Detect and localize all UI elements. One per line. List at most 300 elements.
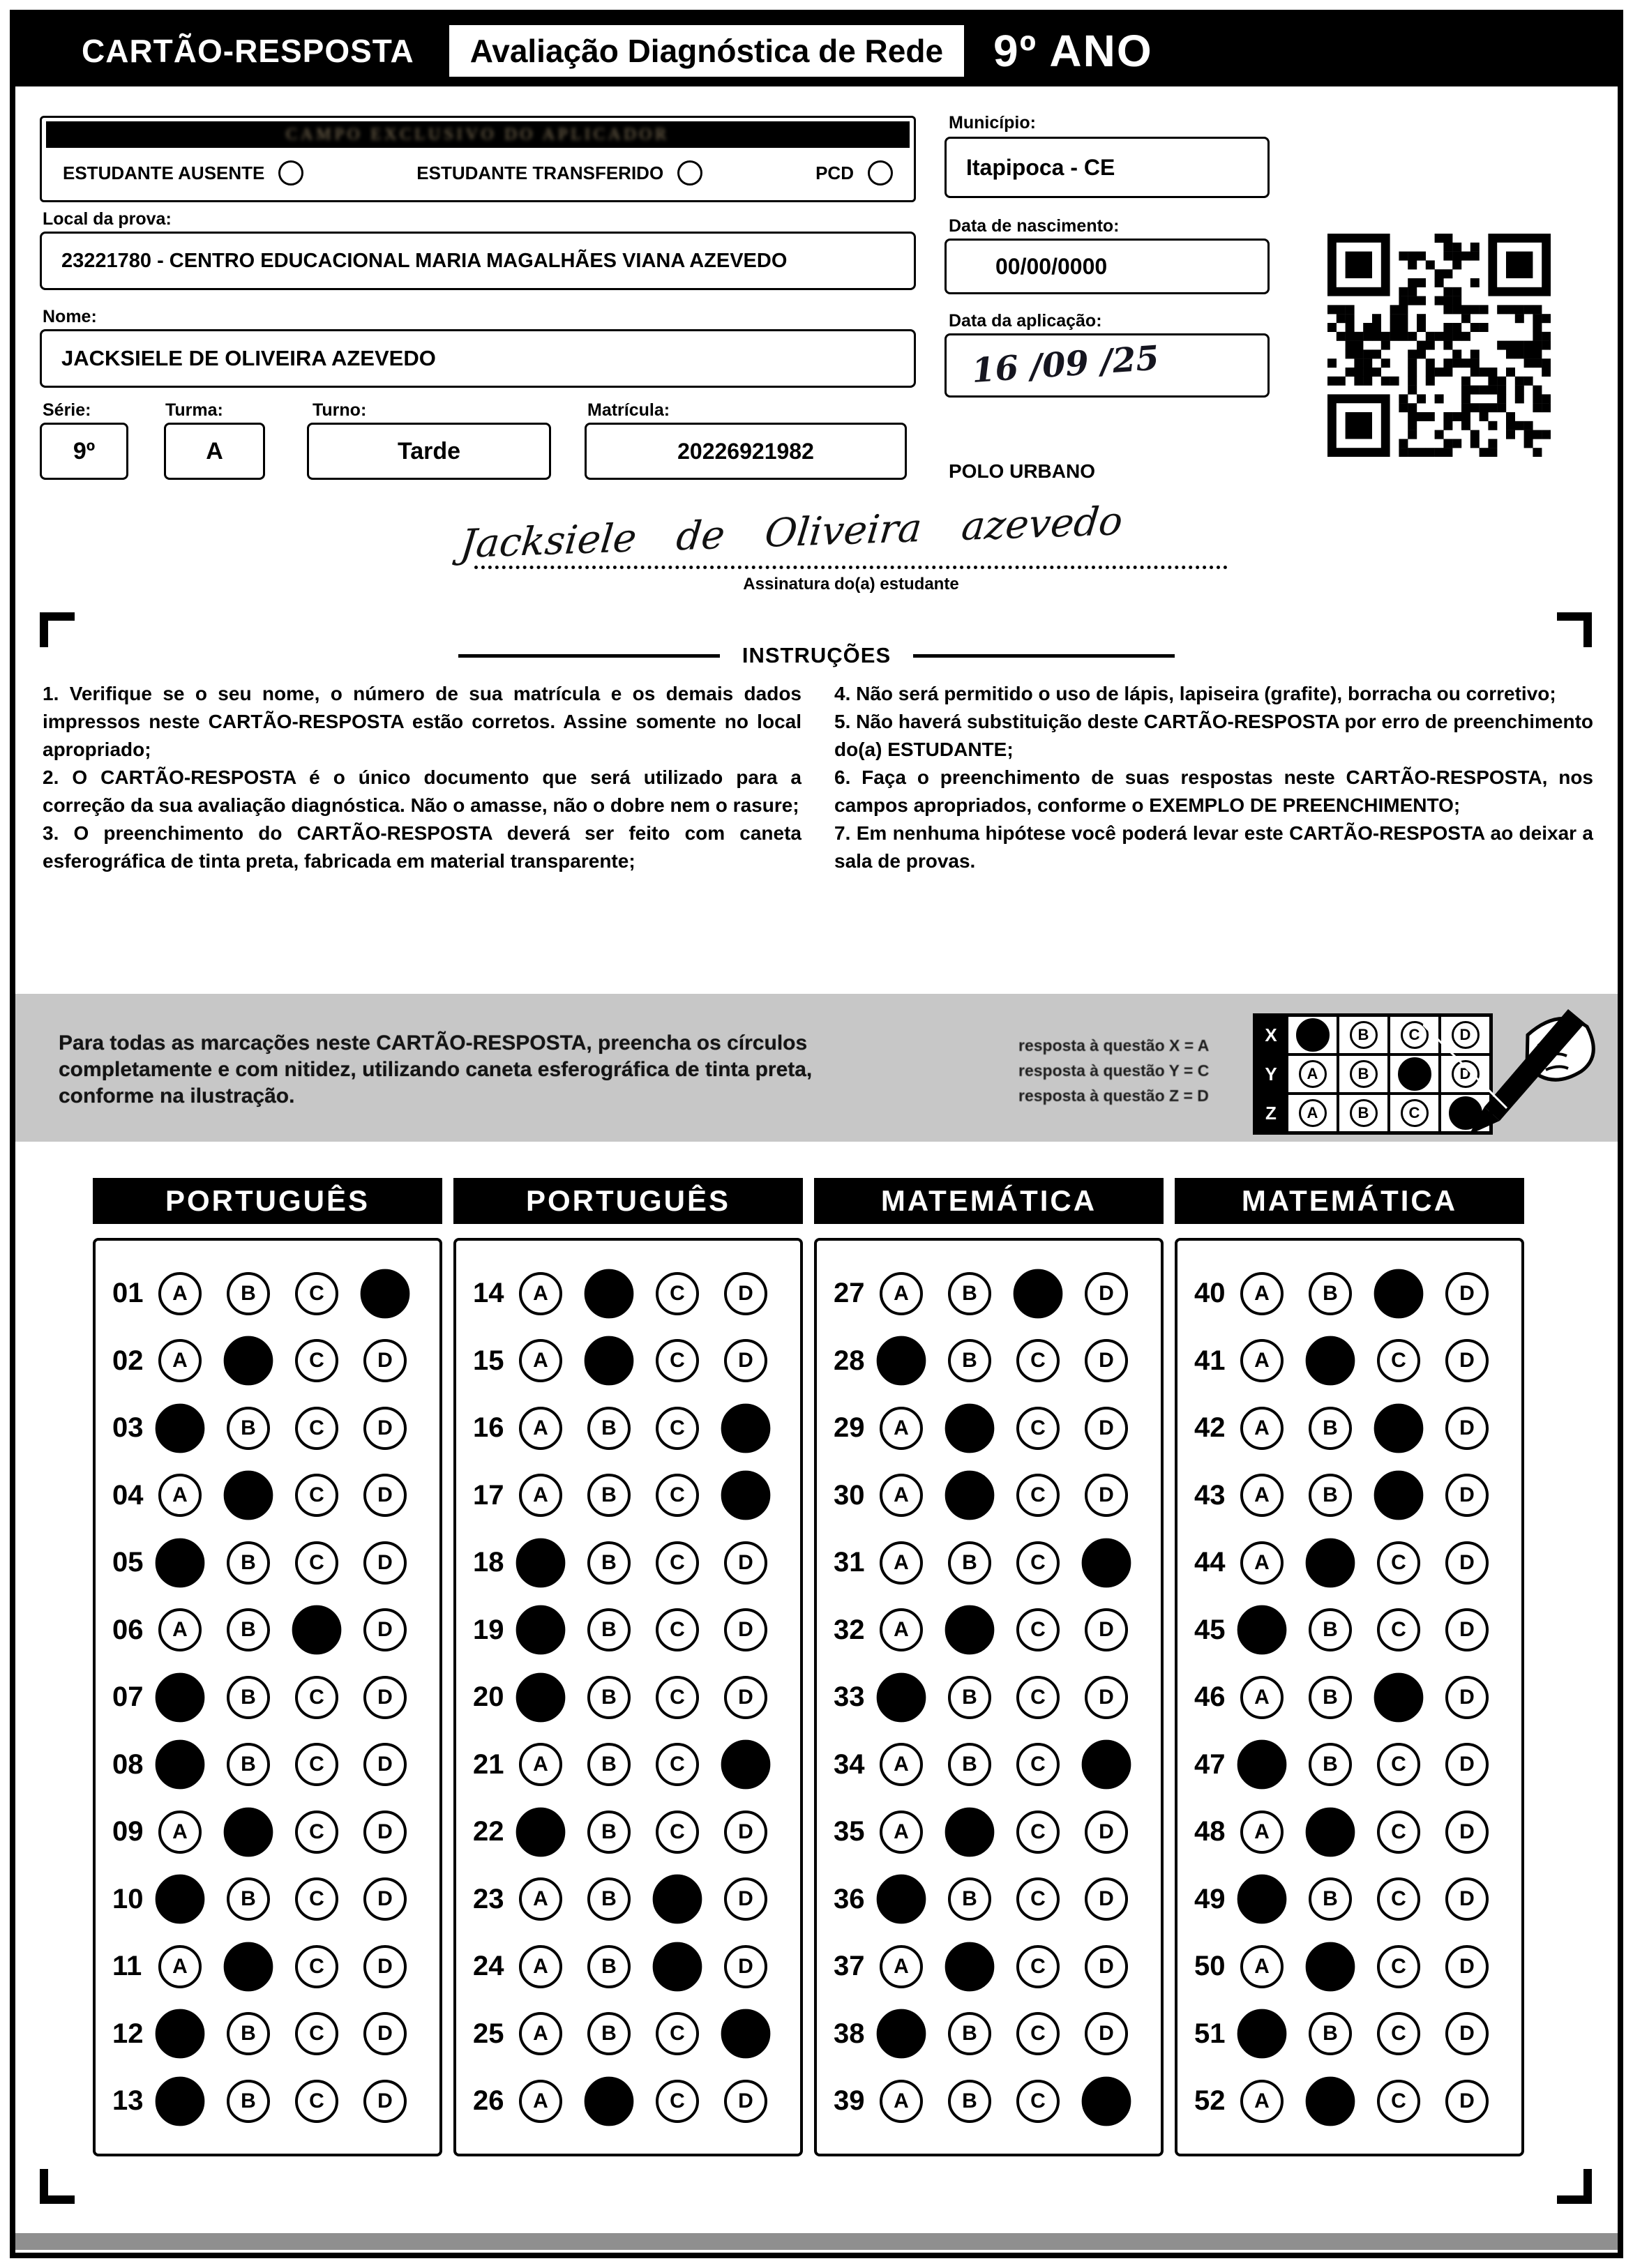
bubble-c[interactable]: C bbox=[1016, 1810, 1060, 1854]
example-bubble-a bbox=[1287, 1015, 1338, 1054]
bubble-b-filled[interactable] bbox=[1306, 1807, 1355, 1857]
answer-column bbox=[814, 1178, 1164, 2156]
bubble-b[interactable]: B bbox=[948, 1676, 991, 1719]
estudante-ausente-circle[interactable] bbox=[278, 160, 303, 186]
question-row bbox=[834, 2012, 1161, 2055]
bubble-b[interactable]: B bbox=[1309, 1743, 1352, 1786]
bubble-a[interactable]: A bbox=[519, 1945, 562, 1988]
bubble-a[interactable]: A bbox=[1240, 1407, 1284, 1450]
bubble-b-filled[interactable] bbox=[945, 1807, 995, 1857]
municipio-field bbox=[945, 137, 1270, 198]
question-number: 25 bbox=[473, 2018, 504, 2049]
bubble-a-filled[interactable] bbox=[516, 1538, 566, 1587]
question-row bbox=[112, 1339, 439, 1382]
bubble-d[interactable]: D bbox=[1445, 1676, 1489, 1719]
question-number: 19 bbox=[473, 1614, 504, 1645]
bubble-d-filled[interactable] bbox=[721, 2009, 771, 2059]
question-number: 07 bbox=[112, 1681, 144, 1712]
bubble-d[interactable]: D bbox=[1085, 1676, 1128, 1719]
bubble-c-filled[interactable] bbox=[1374, 1269, 1424, 1318]
bubble-d[interactable]: D bbox=[1445, 1877, 1489, 1921]
bubble-a[interactable]: A bbox=[1240, 1945, 1284, 1988]
bubble-d[interactable]: D bbox=[363, 1608, 407, 1651]
bubble-b[interactable]: B bbox=[1309, 1272, 1352, 1315]
example-row-label: Y bbox=[1255, 1054, 1287, 1094]
bubble-c[interactable]: C bbox=[295, 1272, 338, 1315]
question-row bbox=[1194, 1272, 1521, 1315]
bubble-d-filled[interactable] bbox=[1082, 1740, 1131, 1790]
question-row bbox=[1194, 1877, 1521, 1921]
bubble-a[interactable]: A bbox=[519, 1474, 562, 1517]
bubble-a-filled[interactable] bbox=[516, 1605, 566, 1655]
question-row bbox=[473, 1945, 800, 1988]
bubble-d[interactable]: D bbox=[724, 1339, 767, 1382]
bubble-b-filled[interactable] bbox=[224, 1807, 273, 1857]
bubble-a[interactable]: A bbox=[519, 1743, 562, 1786]
legend-line-z: resposta à questão Z = D bbox=[1018, 1087, 1209, 1105]
bubble-b[interactable]: B bbox=[227, 1407, 270, 1450]
bubble-d[interactable]: D bbox=[1085, 1945, 1128, 1988]
bubble-d[interactable]: D bbox=[1085, 1877, 1128, 1921]
bubble-c-filled[interactable] bbox=[1374, 1672, 1424, 1722]
bubble-d[interactable]: D bbox=[1445, 1608, 1489, 1651]
bubble-d[interactable]: D bbox=[363, 1945, 407, 1988]
bubble-c[interactable]: C bbox=[295, 1541, 338, 1585]
bubble-b[interactable]: B bbox=[948, 2012, 991, 2055]
bubble-d[interactable]: D bbox=[363, 1743, 407, 1786]
bubble-b-filled[interactable] bbox=[585, 1269, 634, 1318]
nome-value: JACKSIELE DE OLIVEIRA AZEVEDO bbox=[61, 346, 436, 370]
question-number: 35 bbox=[834, 1816, 865, 1847]
bubble-b[interactable]: B bbox=[227, 1541, 270, 1585]
bubble-d-filled[interactable] bbox=[721, 1403, 771, 1453]
bubble-c[interactable]: C bbox=[656, 1272, 699, 1315]
bubble-d[interactable]: D bbox=[363, 2012, 407, 2055]
bubble-a[interactable]: A bbox=[1240, 1339, 1284, 1382]
question-row bbox=[1194, 1676, 1521, 1719]
bubble-b[interactable]: B bbox=[227, 1676, 270, 1719]
bubble-c[interactable]: C bbox=[1377, 1339, 1420, 1382]
bubble-c[interactable]: C bbox=[1377, 1743, 1420, 1786]
bubble-c[interactable]: C bbox=[1377, 2080, 1420, 2123]
question-row bbox=[112, 2080, 439, 2123]
bubble-b[interactable]: B bbox=[1309, 1407, 1352, 1450]
bubble-b-filled[interactable] bbox=[224, 1942, 273, 1991]
bubble-c[interactable]: C bbox=[656, 1676, 699, 1719]
bubble-c[interactable]: C bbox=[656, 1474, 699, 1517]
bubble-b[interactable]: B bbox=[587, 1541, 631, 1585]
bubble-d[interactable]: D bbox=[363, 2080, 407, 2123]
bubble-b[interactable]: B bbox=[587, 1810, 631, 1854]
bubble-d[interactable]: D bbox=[1085, 1810, 1128, 1854]
bubble-d[interactable]: D bbox=[1445, 2012, 1489, 2055]
bubble-a-filled[interactable] bbox=[1237, 1605, 1287, 1655]
bubble-b-filled[interactable] bbox=[945, 1403, 995, 1453]
answer-column-box bbox=[1175, 1238, 1524, 2156]
bubble-b-filled[interactable] bbox=[585, 1336, 634, 1386]
bubble-b[interactable]: B bbox=[587, 2012, 631, 2055]
bubble-a[interactable]: A bbox=[880, 1474, 923, 1517]
bubble-a-filled[interactable] bbox=[156, 1538, 205, 1587]
bubble-c[interactable]: C bbox=[1016, 2012, 1060, 2055]
bubble-b[interactable]: B bbox=[1309, 1676, 1352, 1719]
example-bubble-a: A bbox=[1287, 1054, 1338, 1094]
question-number: 09 bbox=[112, 1816, 144, 1847]
bubble-b[interactable]: B bbox=[587, 1743, 631, 1786]
instruction-item-6: 6. Faça o preenchimento de suas respostas neste CARTÃO-RESPOSTA, nos campos apropriados, conforme o EXEMPLO DE PREENCHIMENTO; bbox=[834, 766, 1593, 816]
question-number: 02 bbox=[112, 1345, 144, 1376]
estudante-transferido-circle[interactable] bbox=[677, 160, 702, 186]
bubble-d[interactable]: D bbox=[363, 1810, 407, 1854]
bubble-b-filled[interactable] bbox=[224, 1336, 273, 1386]
pcd-circle[interactable] bbox=[868, 160, 893, 186]
bubble-d[interactable]: D bbox=[1085, 1272, 1128, 1315]
question-number: 30 bbox=[834, 1479, 865, 1511]
bubble-b[interactable]: B bbox=[1309, 2012, 1352, 2055]
bubble-b[interactable]: B bbox=[1309, 1877, 1352, 1921]
serie-field bbox=[40, 423, 128, 480]
bubble-a-filled[interactable] bbox=[877, 1672, 926, 1722]
bubble-c[interactable]: C bbox=[656, 1541, 699, 1585]
bubble-a[interactable]: A bbox=[519, 1272, 562, 1315]
bubble-b[interactable]: B bbox=[227, 1877, 270, 1921]
bubble-c[interactable]: C bbox=[295, 1945, 338, 1988]
bubble-c[interactable]: C bbox=[1377, 1541, 1420, 1585]
bubble-d-filled[interactable] bbox=[721, 1471, 771, 1520]
bubble-d[interactable]: D bbox=[724, 1541, 767, 1585]
answer-column bbox=[93, 1178, 442, 2156]
bubble-b[interactable]: B bbox=[587, 1945, 631, 1988]
example-bubble-b: B bbox=[1338, 1054, 1389, 1094]
local-value: 23221780 - CENTRO EDUCACIONAL MARIA MAGALHÃES VIANA AZEVEDO bbox=[61, 249, 788, 272]
bubble-d[interactable]: D bbox=[363, 1407, 407, 1450]
bubble-a[interactable]: A bbox=[158, 1339, 202, 1382]
answer-column bbox=[453, 1178, 803, 2156]
bubble-b[interactable]: B bbox=[1309, 1608, 1352, 1651]
bubble-b[interactable]: B bbox=[227, 1743, 270, 1786]
fill-example-band bbox=[15, 994, 1618, 1142]
question-row bbox=[473, 1474, 800, 1517]
bubble-d[interactable]: D bbox=[1445, 1407, 1489, 1450]
bubble-b[interactable]: B bbox=[948, 1541, 991, 1585]
question-number: 33 bbox=[834, 1681, 865, 1712]
bubble-b-filled[interactable] bbox=[224, 1471, 273, 1520]
bubble-b[interactable]: B bbox=[587, 1474, 631, 1517]
bubble-c[interactable]: C bbox=[1016, 1474, 1060, 1517]
bubble-a[interactable]: A bbox=[519, 1877, 562, 1921]
bubble-b-filled[interactable] bbox=[945, 1942, 995, 1991]
bubble-d[interactable]: D bbox=[724, 1945, 767, 1988]
question-number: 50 bbox=[1194, 1951, 1226, 1981]
question-row bbox=[834, 1810, 1161, 1854]
turma-value: A bbox=[206, 437, 223, 464]
bubble-a-filled[interactable] bbox=[1237, 1740, 1287, 1790]
question-row bbox=[112, 1743, 439, 1786]
bubble-a-filled[interactable] bbox=[877, 1336, 926, 1386]
bubble-a[interactable]: A bbox=[1240, 1474, 1284, 1517]
bubble-a-filled[interactable] bbox=[516, 1672, 566, 1722]
bubble-d[interactable]: D bbox=[1085, 2012, 1128, 2055]
bubble-b[interactable]: B bbox=[948, 2080, 991, 2123]
bubble-b-filled[interactable] bbox=[1306, 1538, 1355, 1587]
question-number: 48 bbox=[1194, 1816, 1226, 1847]
bubble-c[interactable]: C bbox=[295, 1339, 338, 1382]
sheet-title: CARTÃO-RESPOSTA bbox=[82, 33, 414, 69]
bubble-d[interactable]: D bbox=[363, 1474, 407, 1517]
bubble-a-filled[interactable] bbox=[156, 2009, 205, 2059]
question-row bbox=[834, 1474, 1161, 1517]
bubble-d[interactable]: D bbox=[1085, 1608, 1128, 1651]
bubble-c-filled[interactable] bbox=[1014, 1269, 1063, 1318]
bubble-a-filled[interactable] bbox=[516, 1807, 566, 1857]
bubble-a-filled[interactable] bbox=[156, 1672, 205, 1722]
bubble-c[interactable]: C bbox=[656, 1743, 699, 1786]
bubble-c[interactable]: C bbox=[295, 2080, 338, 2123]
bubble-a-filled[interactable] bbox=[877, 1875, 926, 1924]
bubble-d-filled[interactable] bbox=[721, 1740, 771, 1790]
bubble-b-filled[interactable] bbox=[945, 1605, 995, 1655]
question-row bbox=[834, 1877, 1161, 1921]
question-row bbox=[473, 1676, 800, 1719]
bubble-a[interactable]: A bbox=[519, 1407, 562, 1450]
answer-column-box bbox=[453, 1238, 803, 2156]
bubble-c[interactable]: C bbox=[1377, 1810, 1420, 1854]
question-number: 12 bbox=[112, 2018, 144, 2049]
bubble-b[interactable]: B bbox=[948, 1339, 991, 1382]
bubble-c[interactable]: C bbox=[656, 1339, 699, 1382]
bubble-d[interactable]: D bbox=[1085, 1407, 1128, 1450]
bubble-c-filled[interactable] bbox=[292, 1605, 342, 1655]
question-row bbox=[473, 1541, 800, 1585]
bubble-c[interactable]: C bbox=[656, 1608, 699, 1651]
bubble-a[interactable]: A bbox=[158, 1810, 202, 1854]
bubble-a-filled[interactable] bbox=[156, 1875, 205, 1924]
question-number: 20 bbox=[473, 1681, 504, 1712]
bubble-c[interactable]: C bbox=[1377, 1877, 1420, 1921]
question-number: 40 bbox=[1194, 1278, 1226, 1308]
bubble-d[interactable]: D bbox=[363, 1339, 407, 1382]
bubble-c-filled[interactable] bbox=[653, 1942, 702, 1991]
bubble-d[interactable]: D bbox=[724, 1676, 767, 1719]
fill-instruction-text: Para todas as marcações neste CARTÃO-RESPOSTA, preencha os círculos completamente e com nitidez, utilizando caneta esferográfica de tinta preta, conforme na ilustração. bbox=[59, 1031, 813, 1107]
bubble-c[interactable]: C bbox=[1016, 2080, 1060, 2123]
bubble-c[interactable]: C bbox=[1016, 1676, 1060, 1719]
question-number: 01 bbox=[112, 1278, 144, 1308]
bubble-b[interactable]: B bbox=[587, 1676, 631, 1719]
bubble-c[interactable]: C bbox=[656, 2080, 699, 2123]
bubble-c[interactable]: C bbox=[295, 1407, 338, 1450]
bubble-a-filled[interactable] bbox=[156, 1740, 205, 1790]
bubble-a-filled[interactable] bbox=[1237, 1875, 1287, 1924]
aplicacao-value: 16 /09 /25 bbox=[970, 338, 1161, 391]
instructions-heading bbox=[0, 643, 1633, 668]
bubble-d[interactable]: D bbox=[1445, 2080, 1489, 2123]
bubble-c[interactable]: C bbox=[1016, 1407, 1060, 1450]
instruction-item-7: 7. Em nenhuma hipótese você poderá levar este CARTÃO-RESPOSTA ao deixar a sala de provas. bbox=[834, 822, 1593, 872]
question-number: 11 bbox=[112, 1951, 142, 1981]
bubble-a[interactable]: A bbox=[880, 1608, 923, 1651]
bubble-c[interactable]: C bbox=[295, 1474, 338, 1517]
bubble-d[interactable]: D bbox=[1445, 1541, 1489, 1585]
instructions-right-column bbox=[834, 680, 1593, 875]
bubble-a[interactable]: A bbox=[519, 2012, 562, 2055]
bubble-a[interactable]: A bbox=[158, 1945, 202, 1988]
bubble-c[interactable]: C bbox=[1016, 1339, 1060, 1382]
bubble-a[interactable]: A bbox=[880, 1541, 923, 1585]
bubble-c[interactable]: C bbox=[656, 1407, 699, 1450]
bubble-d[interactable]: D bbox=[1085, 1339, 1128, 1382]
bubble-c-filled[interactable] bbox=[1374, 1471, 1424, 1520]
question-row bbox=[112, 1272, 439, 1315]
nascimento-field bbox=[945, 239, 1270, 294]
bubble-d[interactable]: D bbox=[724, 1877, 767, 1921]
turno-value: Tarde bbox=[397, 437, 461, 464]
question-row bbox=[1194, 1407, 1521, 1450]
question-row bbox=[112, 1676, 439, 1719]
question-row bbox=[834, 1676, 1161, 1719]
question-number: 46 bbox=[1194, 1681, 1226, 1712]
bubble-c[interactable]: C bbox=[1016, 1743, 1060, 1786]
bubble-d[interactable]: D bbox=[363, 1676, 407, 1719]
bubble-a[interactable]: A bbox=[880, 1810, 923, 1854]
bubble-c-filled[interactable] bbox=[653, 1875, 702, 1924]
bubble-b[interactable]: B bbox=[948, 1743, 991, 1786]
bubble-d[interactable]: D bbox=[1445, 1474, 1489, 1517]
bottom-gray-strip bbox=[15, 2233, 1618, 2250]
bubble-a[interactable]: A bbox=[880, 1743, 923, 1786]
bubble-a[interactable]: A bbox=[880, 2080, 923, 2123]
answer-column-title: PORTUGUÊS bbox=[453, 1178, 803, 1224]
nascimento-label: Data de nascimento: bbox=[949, 216, 1120, 236]
question-row bbox=[112, 2012, 439, 2055]
example-row-label: Z bbox=[1255, 1094, 1287, 1133]
signature-line[interactable] bbox=[474, 537, 1228, 569]
bubble-a[interactable]: A bbox=[1240, 1272, 1284, 1315]
bubble-c[interactable]: C bbox=[295, 1810, 338, 1854]
bubble-a[interactable]: A bbox=[1240, 2080, 1284, 2123]
question-row bbox=[1194, 1339, 1521, 1382]
bubble-d[interactable]: D bbox=[1445, 1810, 1489, 1854]
bubble-d[interactable]: D bbox=[1445, 1272, 1489, 1315]
bubble-a[interactable]: A bbox=[1240, 1810, 1284, 1854]
bubble-a-filled[interactable] bbox=[156, 2076, 205, 2126]
bubble-c[interactable]: C bbox=[1377, 2012, 1420, 2055]
question-row bbox=[473, 1272, 800, 1315]
bubble-d[interactable]: D bbox=[363, 1541, 407, 1585]
bubble-d-filled[interactable] bbox=[361, 1269, 410, 1318]
bubble-d-filled[interactable] bbox=[1082, 1538, 1131, 1587]
bubble-a-filled[interactable] bbox=[877, 2009, 926, 2059]
bubble-c[interactable]: C bbox=[1016, 1608, 1060, 1651]
bubble-b[interactable]: B bbox=[587, 1877, 631, 1921]
question-number: 39 bbox=[834, 2085, 865, 2116]
bubble-b[interactable]: B bbox=[587, 1608, 631, 1651]
bubble-b[interactable]: B bbox=[227, 2012, 270, 2055]
question-number: 49 bbox=[1194, 1883, 1226, 1914]
bubble-d[interactable]: D bbox=[724, 1608, 767, 1651]
bubble-d[interactable]: D bbox=[724, 1810, 767, 1854]
question-row bbox=[834, 1608, 1161, 1651]
bubble-d-filled[interactable] bbox=[1082, 2076, 1131, 2126]
bubble-c[interactable]: C bbox=[1016, 1541, 1060, 1585]
bubble-a[interactable]: A bbox=[158, 1474, 202, 1517]
bubble-b-filled[interactable] bbox=[1306, 1942, 1355, 1991]
bubble-c[interactable]: C bbox=[1377, 1945, 1420, 1988]
bubble-d[interactable]: D bbox=[1085, 1474, 1128, 1517]
question-row bbox=[473, 2080, 800, 2123]
bubble-a[interactable]: A bbox=[519, 2080, 562, 2123]
bubble-a[interactable]: A bbox=[519, 1339, 562, 1382]
bubble-b[interactable]: B bbox=[1309, 1474, 1352, 1517]
bubble-a[interactable]: A bbox=[880, 1945, 923, 1988]
instruction-item-1: 1. Verifique se o seu nome, o número de sua matrícula e os demais dados impressos neste CARTÃO-RESPOSTA estão corretos. Assine somente no local apropriado; bbox=[43, 683, 802, 760]
question-row bbox=[473, 1743, 800, 1786]
question-row bbox=[1194, 1945, 1521, 1988]
bubble-a[interactable]: A bbox=[880, 1272, 923, 1315]
question-row bbox=[473, 2012, 800, 2055]
bubble-b[interactable]: B bbox=[227, 1272, 270, 1315]
bubble-d[interactable]: D bbox=[1445, 1743, 1489, 1786]
question-row bbox=[834, 1945, 1161, 1988]
question-number: 42 bbox=[1194, 1412, 1226, 1443]
bubble-b-filled[interactable] bbox=[1306, 1336, 1355, 1386]
bubble-d[interactable]: D bbox=[724, 1272, 767, 1315]
bubble-a[interactable]: A bbox=[158, 1608, 202, 1651]
bubble-c[interactable]: C bbox=[1377, 1608, 1420, 1651]
bubble-d[interactable]: D bbox=[724, 2080, 767, 2123]
bubble-b[interactable]: B bbox=[948, 1877, 991, 1921]
bubble-b[interactable]: B bbox=[948, 1272, 991, 1315]
question-number: 05 bbox=[112, 1547, 144, 1578]
question-row bbox=[112, 1945, 439, 1988]
bubble-d[interactable]: D bbox=[1445, 1945, 1489, 1988]
bubble-c[interactable]: C bbox=[1016, 1945, 1060, 1988]
bubble-a[interactable]: A bbox=[1240, 1541, 1284, 1585]
bubble-c[interactable]: C bbox=[295, 2012, 338, 2055]
question-number: 38 bbox=[834, 2018, 865, 2049]
bubble-a-filled[interactable] bbox=[156, 1403, 205, 1453]
question-row bbox=[112, 1407, 439, 1450]
bubble-b[interactable]: B bbox=[587, 1407, 631, 1450]
bubble-c[interactable]: C bbox=[295, 1743, 338, 1786]
question-row bbox=[834, 1743, 1161, 1786]
bubble-a-filled[interactable] bbox=[1237, 2009, 1287, 2059]
bubble-b-filled[interactable] bbox=[945, 1471, 995, 1520]
answer-column-title: MATEMÁTICA bbox=[814, 1178, 1164, 1224]
bubble-c[interactable]: C bbox=[295, 1676, 338, 1719]
question-row bbox=[1194, 1810, 1521, 1854]
bubble-d[interactable]: D bbox=[1445, 1339, 1489, 1382]
question-number: 24 bbox=[473, 1951, 504, 1981]
instruction-item-5: 5. Não haverá substituição deste CARTÃO-RESPOSTA por erro de preenchimento do(a) ESTUDANTE; bbox=[834, 711, 1593, 760]
bubble-c[interactable]: C bbox=[656, 1810, 699, 1854]
bubble-c[interactable]: C bbox=[1016, 1877, 1060, 1921]
bubble-c[interactable]: C bbox=[656, 2012, 699, 2055]
bubble-a[interactable]: A bbox=[880, 1407, 923, 1450]
bubble-c-filled[interactable] bbox=[1374, 1403, 1424, 1453]
bubble-b-filled[interactable] bbox=[585, 2076, 634, 2126]
turno-field bbox=[307, 423, 551, 480]
question-number: 10 bbox=[112, 1883, 144, 1914]
bubble-a[interactable]: A bbox=[1240, 1676, 1284, 1719]
bubble-b[interactable]: B bbox=[227, 1608, 270, 1651]
bubble-c[interactable]: C bbox=[295, 1877, 338, 1921]
bubble-a[interactable]: A bbox=[158, 1272, 202, 1315]
bubble-d[interactable]: D bbox=[363, 1877, 407, 1921]
question-row bbox=[834, 1407, 1161, 1450]
bubble-b-filled[interactable] bbox=[1306, 2076, 1355, 2126]
bubble-b[interactable]: B bbox=[227, 2080, 270, 2123]
